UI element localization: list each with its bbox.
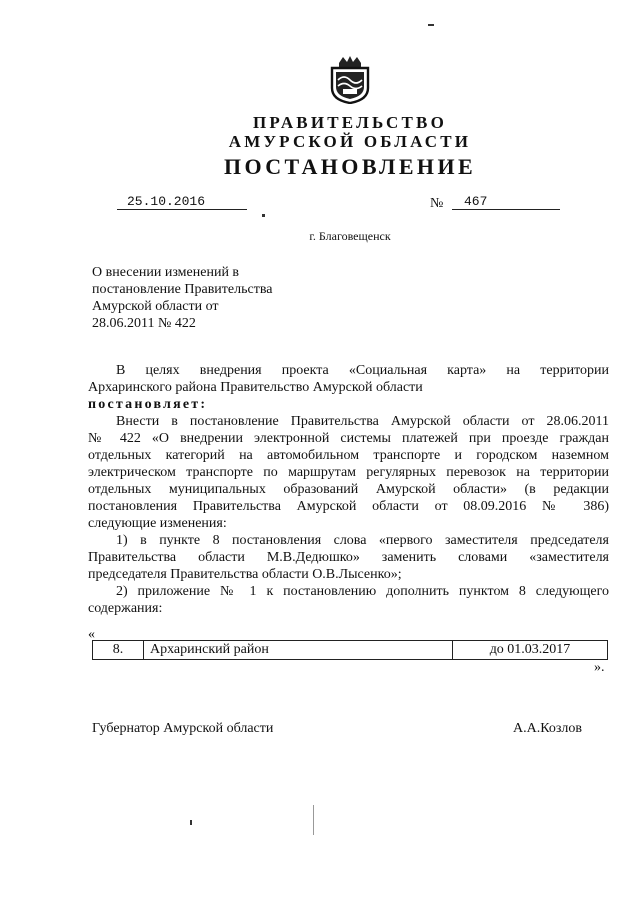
item1-line: постановления Правительства Амурской области от 08.09.2016 № 386) bbox=[88, 499, 609, 514]
sub2-line: содержания: bbox=[88, 601, 163, 616]
row-number-cell: 8. bbox=[93, 641, 144, 660]
closing-quote: ». bbox=[594, 660, 605, 675]
sub1-line: Правительства области М.В.Дедюшко» заменить словами «заместителя bbox=[88, 550, 609, 565]
item1-line: № 422 «О внедрении электронной системы платежей при проезде граждан bbox=[88, 431, 609, 446]
district-cell: Архаринский район bbox=[144, 641, 453, 660]
decree-number: 467 bbox=[464, 194, 488, 209]
signatory-title: Губернатор Амурской области bbox=[92, 721, 274, 736]
item1-line: отдельных муниципальных образований Амурской области» (в редакции bbox=[88, 482, 609, 497]
item1-line: электрическом транспорте по маршрутам регулярных перевозок на территории bbox=[88, 465, 609, 480]
resolves-label: постановляет: bbox=[88, 397, 208, 412]
item1-line: отдельных категорий на автомобильном транспорте и городском наземном bbox=[88, 448, 609, 463]
coat-of-arms-icon bbox=[329, 54, 371, 104]
region-heading: АМУРСКОЙ ОБЛАСТИ bbox=[228, 132, 472, 151]
decree-date: 25.10.2016 bbox=[127, 194, 206, 209]
item1-line: Внести в постановление Правительства Амурской области от 28.06.2011 bbox=[116, 414, 609, 429]
preamble-line: В целях внедрения проекта «Социальная карта» на территории bbox=[116, 363, 609, 378]
sub1-line: 1) в пункте 8 постановления слова «первого заместителя председателя bbox=[116, 533, 609, 548]
scan-speck bbox=[190, 820, 192, 825]
opening-quote: « bbox=[88, 627, 95, 642]
sub2-line: 2) приложение № 1 к постановлению дополнить пунктом 8 следующего bbox=[116, 584, 609, 599]
subject-line: О внесении изменений в bbox=[92, 265, 240, 280]
signatory-name: А.А.Козлов bbox=[513, 721, 582, 736]
scan-speck bbox=[428, 24, 434, 26]
scan-speck bbox=[262, 214, 265, 217]
decree-subject bbox=[92, 264, 322, 332]
number-underline bbox=[452, 209, 560, 210]
item1-line: следующие изменения: bbox=[88, 516, 227, 531]
city-label: г. Благовещенск bbox=[309, 229, 391, 243]
preamble-line: Архаринского района Правительство Амурской области bbox=[88, 380, 423, 395]
scan-speck bbox=[313, 805, 314, 835]
subject-line: Амурской области от bbox=[92, 299, 219, 314]
subject-line: постановление Правительства bbox=[92, 282, 273, 297]
date-underline bbox=[117, 209, 247, 210]
subject-line: 28.06.2011 № 422 bbox=[92, 316, 196, 331]
table-row bbox=[93, 641, 608, 660]
appendix-table bbox=[92, 640, 608, 660]
document-type-heading: ПОСТАНОВЛЕНИЕ bbox=[223, 154, 477, 179]
sub1-line: председателя Правительства области О.В.Лысенко»; bbox=[88, 567, 402, 582]
decree-body bbox=[88, 362, 609, 617]
government-heading: ПРАВИТЕЛЬСТВО bbox=[253, 113, 447, 132]
deadline-cell: до 01.03.2017 bbox=[453, 641, 608, 660]
number-sign: № bbox=[430, 196, 444, 211]
